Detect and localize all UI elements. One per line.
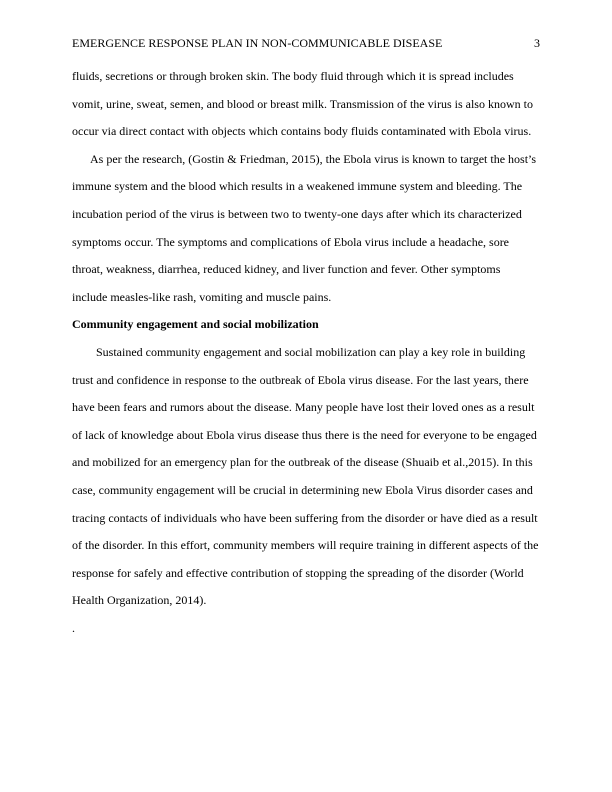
text-line: occur via direct contact with objects which contains body fluids contaminated with Ebola virus.	[72, 124, 532, 139]
body-text	[72, 63, 544, 642]
paragraph-symptoms	[72, 146, 544, 312]
text-line: and mobilized for an emergency plan for the outbreak of the disease (Shuaib et al.,2015). In this	[72, 455, 533, 470]
text-line: have been fears and rumors about the disease. Many people have lost their loved ones as a result	[72, 400, 535, 415]
text-line: tracing contacts of individuals who have been suffering from the disorder or have died as a result	[72, 510, 538, 525]
trailing-period: .	[72, 620, 75, 635]
text-line: Health Organization, 2014).	[72, 593, 207, 608]
paragraph-community-engagement	[72, 339, 544, 615]
text-line: response for safely and effective contribution of stopping the spreading of the disorder (World	[72, 565, 524, 580]
text-line: fluids, secretions or through broken skin. The body fluid through which it is spread includes	[72, 69, 514, 83]
text-line: throat, weakness, diarrhea, reduced kidney, and liver function and fever. Other symptoms	[72, 262, 501, 277]
text-line: Sustained community engagement and social mobilization can play a key role in building	[96, 344, 526, 359]
text-line: As per the research, (Gostin & Friedman, 2015), the Ebola virus is known to target the host’s	[90, 151, 537, 166]
paragraph-transmission	[72, 63, 544, 146]
text-line: of lack of knowledge about Ebola virus disease thus there is the need for everyone to be engaged	[72, 427, 537, 442]
text-line: trust and confidence in response to the outbreak of Ebola virus disease. For the last years, there	[72, 372, 529, 387]
text-line: vomit, urine, sweat, semen, and blood or breast milk. Transmission of the virus is also known to	[72, 96, 533, 111]
text-line: immune system and the blood which results in a weakened immune system and bleeding. The	[72, 179, 523, 194]
running-title: EMERGENCE RESPONSE PLAN IN NON-COMMUNICABLE DISEASE	[72, 36, 443, 50]
text-line: symptoms occur. The symptoms and complications of Ebola virus include a headache, sore	[72, 234, 510, 249]
page-number: 3	[534, 36, 540, 50]
running-header	[72, 35, 540, 51]
text-line: of the disorder. In this effort, community members will require training in different aspects of the	[72, 538, 539, 553]
text-line: include measles-like rash, vomiting and muscle pains.	[72, 289, 332, 304]
text-line: case, community engagement will be crucial in determining new Ebola Virus disorder cases and	[72, 482, 533, 497]
text-line: incubation period of the virus is between two to twenty-one days after which its characterized	[72, 206, 522, 221]
section-heading: Community engagement and social mobilization	[72, 317, 319, 332]
